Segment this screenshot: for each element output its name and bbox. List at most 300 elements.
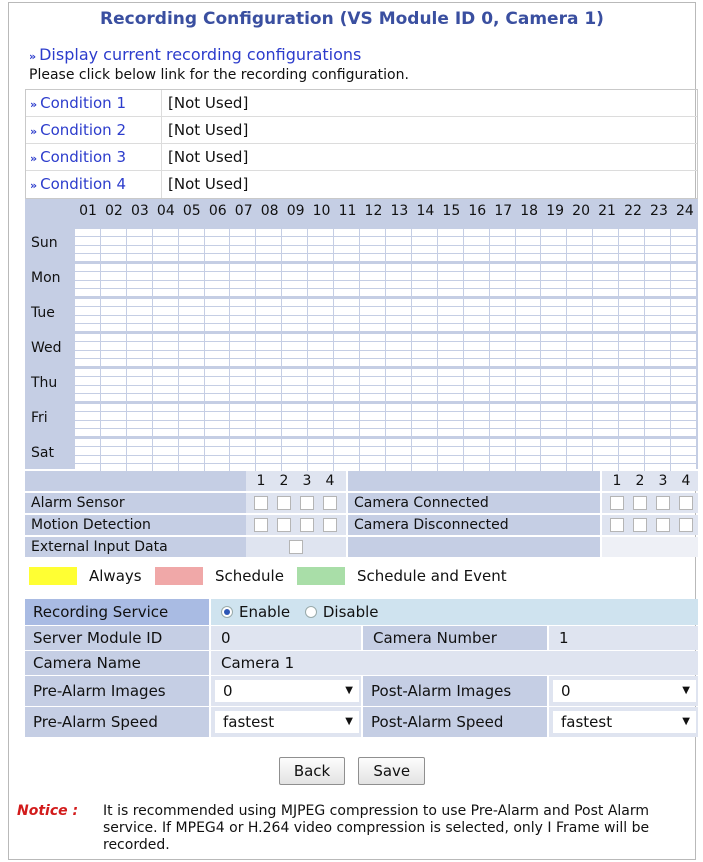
- schedule-slot[interactable]: [412, 456, 437, 463]
- schedule-slot[interactable]: [101, 342, 126, 349]
- pre-alarm-images-select[interactable]: [215, 680, 359, 702]
- schedule-slot[interactable]: [516, 229, 541, 236]
- schedule-slot[interactable]: [438, 334, 463, 341]
- schedule-slot[interactable]: [593, 464, 618, 471]
- schedule-slot[interactable]: [438, 439, 463, 446]
- schedule-slot[interactable]: [645, 464, 670, 471]
- schedule-slot[interactable]: [205, 359, 230, 366]
- schedule-slot[interactable]: [256, 394, 281, 401]
- condition-4-link[interactable]: [26, 171, 162, 198]
- schedule-slot[interactable]: [386, 369, 411, 376]
- schedule-slot[interactable]: [256, 439, 281, 446]
- schedule-slot[interactable]: [516, 369, 541, 376]
- schedule-slot[interactable]: [671, 289, 696, 296]
- trigger-checkbox[interactable]: [323, 496, 337, 510]
- schedule-slot[interactable]: [230, 464, 255, 471]
- schedule-slot[interactable]: [179, 246, 204, 253]
- schedule-slot[interactable]: [153, 394, 178, 401]
- schedule-slot[interactable]: [386, 351, 411, 358]
- schedule-slot[interactable]: [308, 342, 333, 349]
- schedule-slot[interactable]: [360, 229, 385, 236]
- schedule-slot[interactable]: [490, 359, 515, 366]
- schedule-slot[interactable]: [360, 299, 385, 306]
- schedule-slot[interactable]: [101, 404, 126, 411]
- schedule-slot[interactable]: [412, 377, 437, 384]
- schedule-slot[interactable]: [438, 324, 463, 331]
- schedule-slot[interactable]: [282, 272, 307, 279]
- schedule-slot[interactable]: [619, 447, 644, 454]
- schedule-slot[interactable]: [308, 316, 333, 323]
- schedule-slot[interactable]: [490, 281, 515, 288]
- schedule-slot[interactable]: [516, 342, 541, 349]
- schedule-slot[interactable]: [153, 421, 178, 428]
- schedule-slot[interactable]: [412, 229, 437, 236]
- schedule-slot[interactable]: [101, 316, 126, 323]
- schedule-slot[interactable]: [541, 272, 566, 279]
- schedule-slot[interactable]: [619, 281, 644, 288]
- schedule-slot[interactable]: [282, 447, 307, 454]
- schedule-slot[interactable]: [179, 342, 204, 349]
- schedule-slot[interactable]: [541, 229, 566, 236]
- schedule-slot[interactable]: [464, 264, 489, 271]
- schedule-slot[interactable]: [360, 456, 385, 463]
- schedule-slot[interactable]: [567, 359, 592, 366]
- schedule-slot[interactable]: [464, 394, 489, 401]
- schedule-slot[interactable]: [438, 394, 463, 401]
- schedule-slot[interactable]: [671, 359, 696, 366]
- schedule-slot[interactable]: [567, 386, 592, 393]
- schedule-slot[interactable]: [619, 272, 644, 279]
- schedule-slot[interactable]: [256, 334, 281, 341]
- schedule-slot[interactable]: [593, 324, 618, 331]
- enable-radio-option[interactable]: [221, 603, 290, 621]
- schedule-slot[interactable]: [256, 386, 281, 393]
- schedule-slot[interactable]: [256, 264, 281, 271]
- schedule-slot[interactable]: [334, 369, 359, 376]
- schedule-slot[interactable]: [386, 254, 411, 261]
- schedule-slot[interactable]: [386, 264, 411, 271]
- schedule-slot[interactable]: [360, 386, 385, 393]
- schedule-slot[interactable]: [205, 316, 230, 323]
- schedule-slot[interactable]: [645, 394, 670, 401]
- schedule-slot[interactable]: [386, 237, 411, 244]
- schedule-slot[interactable]: [464, 237, 489, 244]
- schedule-slot[interactable]: [308, 394, 333, 401]
- schedule-slot[interactable]: [671, 254, 696, 261]
- schedule-slot[interactable]: [101, 394, 126, 401]
- schedule-slot[interactable]: [75, 439, 100, 446]
- schedule-slot[interactable]: [619, 464, 644, 471]
- condition-2-link[interactable]: [26, 117, 162, 143]
- schedule-slot[interactable]: [671, 264, 696, 271]
- schedule-slot[interactable]: [516, 324, 541, 331]
- schedule-slot[interactable]: [360, 334, 385, 341]
- schedule-slot[interactable]: [541, 421, 566, 428]
- schedule-slot[interactable]: [75, 324, 100, 331]
- schedule-slot[interactable]: [412, 359, 437, 366]
- schedule-slot[interactable]: [75, 412, 100, 419]
- schedule-slot[interactable]: [671, 394, 696, 401]
- schedule-slot[interactable]: [153, 272, 178, 279]
- schedule-slot[interactable]: [256, 229, 281, 236]
- schedule-slot[interactable]: [619, 394, 644, 401]
- schedule-slot[interactable]: [179, 281, 204, 288]
- schedule-slot[interactable]: [645, 289, 670, 296]
- schedule-slot[interactable]: [282, 324, 307, 331]
- schedule-slot[interactable]: [567, 237, 592, 244]
- schedule-slot[interactable]: [360, 377, 385, 384]
- schedule-slot[interactable]: [256, 421, 281, 428]
- schedule-slot[interactable]: [334, 351, 359, 358]
- schedule-slot[interactable]: [101, 264, 126, 271]
- schedule-slot[interactable]: [567, 456, 592, 463]
- schedule-slot[interactable]: [490, 334, 515, 341]
- schedule-slot[interactable]: [567, 246, 592, 253]
- schedule-slot[interactable]: [645, 237, 670, 244]
- schedule-slot[interactable]: [386, 386, 411, 393]
- schedule-slot[interactable]: [179, 237, 204, 244]
- schedule-slot[interactable]: [334, 342, 359, 349]
- schedule-slot[interactable]: [464, 342, 489, 349]
- schedule-slot[interactable]: [256, 272, 281, 279]
- schedule-slot[interactable]: [127, 342, 152, 349]
- schedule-slot[interactable]: [490, 447, 515, 454]
- schedule-slot[interactable]: [230, 237, 255, 244]
- schedule-slot[interactable]: [645, 264, 670, 271]
- schedule-slot[interactable]: [567, 264, 592, 271]
- schedule-slot[interactable]: [671, 369, 696, 376]
- schedule-slot[interactable]: [386, 421, 411, 428]
- schedule-slot[interactable]: [412, 264, 437, 271]
- schedule-slot[interactable]: [438, 289, 463, 296]
- schedule-slot[interactable]: [593, 447, 618, 454]
- schedule-slot[interactable]: [490, 369, 515, 376]
- schedule-slot[interactable]: [101, 386, 126, 393]
- schedule-slot[interactable]: [464, 316, 489, 323]
- schedule-slot[interactable]: [127, 456, 152, 463]
- schedule-slot[interactable]: [282, 412, 307, 419]
- schedule-slot[interactable]: [541, 386, 566, 393]
- schedule-slot[interactable]: [645, 429, 670, 436]
- schedule-slot[interactable]: [205, 254, 230, 261]
- schedule-slot[interactable]: [308, 404, 333, 411]
- schedule-slot[interactable]: [671, 307, 696, 314]
- schedule-slot[interactable]: [230, 281, 255, 288]
- schedule-slot[interactable]: [75, 386, 100, 393]
- schedule-slot[interactable]: [645, 281, 670, 288]
- schedule-slot[interactable]: [490, 307, 515, 314]
- schedule-slot[interactable]: [619, 412, 644, 419]
- schedule-slot[interactable]: [438, 272, 463, 279]
- schedule-slot[interactable]: [619, 229, 644, 236]
- schedule-slot[interactable]: [619, 254, 644, 261]
- schedule-slot[interactable]: [282, 246, 307, 253]
- schedule-slot[interactable]: [567, 342, 592, 349]
- schedule-slot[interactable]: [127, 386, 152, 393]
- schedule-slot[interactable]: [308, 447, 333, 454]
- schedule-slot[interactable]: [645, 246, 670, 253]
- schedule-slot[interactable]: [153, 456, 178, 463]
- schedule-slot[interactable]: [464, 281, 489, 288]
- schedule-slot[interactable]: [308, 264, 333, 271]
- schedule-slot[interactable]: [464, 464, 489, 471]
- schedule-slot[interactable]: [490, 324, 515, 331]
- schedule-slot[interactable]: [438, 246, 463, 253]
- schedule-slot[interactable]: [256, 359, 281, 366]
- schedule-slot[interactable]: [282, 359, 307, 366]
- schedule-slot[interactable]: [619, 299, 644, 306]
- schedule-slot[interactable]: [593, 359, 618, 366]
- schedule-slot[interactable]: [516, 264, 541, 271]
- schedule-slot[interactable]: [282, 377, 307, 384]
- schedule-slot[interactable]: [75, 307, 100, 314]
- schedule-slot[interactable]: [386, 394, 411, 401]
- schedule-slot[interactable]: [153, 359, 178, 366]
- schedule-slot[interactable]: [619, 456, 644, 463]
- schedule-slot[interactable]: [464, 359, 489, 366]
- pre-alarm-speed-select[interactable]: [215, 711, 359, 733]
- schedule-slot[interactable]: [153, 369, 178, 376]
- schedule-slot[interactable]: [386, 342, 411, 349]
- schedule-slot[interactable]: [645, 404, 670, 411]
- schedule-slot[interactable]: [541, 404, 566, 411]
- schedule-slot[interactable]: [334, 237, 359, 244]
- schedule-slot[interactable]: [334, 316, 359, 323]
- schedule-slot[interactable]: [567, 334, 592, 341]
- schedule-slot[interactable]: [101, 412, 126, 419]
- schedule-slot[interactable]: [179, 299, 204, 306]
- schedule-slot[interactable]: [464, 386, 489, 393]
- schedule-slot[interactable]: [230, 254, 255, 261]
- schedule-slot[interactable]: [205, 439, 230, 446]
- schedule-slot[interactable]: [153, 237, 178, 244]
- schedule-slot[interactable]: [360, 237, 385, 244]
- schedule-slot[interactable]: [101, 334, 126, 341]
- schedule-slot[interactable]: [75, 272, 100, 279]
- schedule-slot[interactable]: [127, 394, 152, 401]
- schedule-slot[interactable]: [412, 404, 437, 411]
- schedule-slot[interactable]: [360, 316, 385, 323]
- schedule-slot[interactable]: [386, 377, 411, 384]
- schedule-slot[interactable]: [412, 429, 437, 436]
- schedule-slot[interactable]: [645, 447, 670, 454]
- schedule-slot[interactable]: [490, 439, 515, 446]
- schedule-slot[interactable]: [230, 456, 255, 463]
- schedule-slot[interactable]: [438, 404, 463, 411]
- schedule-slot[interactable]: [256, 316, 281, 323]
- schedule-slot[interactable]: [541, 307, 566, 314]
- schedule-slot[interactable]: [127, 412, 152, 419]
- schedule-slot[interactable]: [593, 394, 618, 401]
- schedule-slot[interactable]: [567, 289, 592, 296]
- schedule-slot[interactable]: [153, 254, 178, 261]
- schedule-slot[interactable]: [127, 246, 152, 253]
- schedule-slot[interactable]: [230, 404, 255, 411]
- schedule-slot[interactable]: [75, 394, 100, 401]
- schedule-slot[interactable]: [205, 324, 230, 331]
- schedule-slot[interactable]: [516, 377, 541, 384]
- schedule-slot[interactable]: [671, 421, 696, 428]
- schedule-slot[interactable]: [619, 334, 644, 341]
- schedule-slot[interactable]: [282, 299, 307, 306]
- schedule-slot[interactable]: [464, 421, 489, 428]
- schedule-slot[interactable]: [567, 254, 592, 261]
- save-button[interactable]: Save: [358, 757, 425, 785]
- schedule-slot[interactable]: [230, 447, 255, 454]
- schedule-slot[interactable]: [153, 377, 178, 384]
- schedule-slot[interactable]: [645, 324, 670, 331]
- schedule-slot[interactable]: [153, 351, 178, 358]
- schedule-slot[interactable]: [256, 281, 281, 288]
- schedule-slot[interactable]: [386, 307, 411, 314]
- schedule-slot[interactable]: [567, 447, 592, 454]
- schedule-slot[interactable]: [153, 246, 178, 253]
- schedule-slot[interactable]: [101, 421, 126, 428]
- schedule-slot[interactable]: [438, 456, 463, 463]
- schedule-slot[interactable]: [490, 246, 515, 253]
- schedule-slot[interactable]: [516, 254, 541, 261]
- schedule-slot[interactable]: [438, 254, 463, 261]
- schedule-slot[interactable]: [75, 359, 100, 366]
- schedule-slot[interactable]: [386, 334, 411, 341]
- schedule-slot[interactable]: [593, 254, 618, 261]
- schedule-slot[interactable]: [205, 377, 230, 384]
- schedule-slot[interactable]: [412, 316, 437, 323]
- schedule-slot[interactable]: [386, 289, 411, 296]
- schedule-slot[interactable]: [412, 439, 437, 446]
- schedule-slot[interactable]: [464, 404, 489, 411]
- schedule-slot[interactable]: [412, 447, 437, 454]
- trigger-checkbox[interactable]: [633, 496, 647, 510]
- schedule-slot[interactable]: [438, 264, 463, 271]
- schedule-slot[interactable]: [101, 324, 126, 331]
- schedule-slot[interactable]: [334, 299, 359, 306]
- schedule-slot[interactable]: [645, 229, 670, 236]
- schedule-slot[interactable]: [593, 264, 618, 271]
- schedule-slot[interactable]: [541, 342, 566, 349]
- schedule-slot[interactable]: [438, 307, 463, 314]
- schedule-slot[interactable]: [205, 369, 230, 376]
- schedule-slot[interactable]: [516, 421, 541, 428]
- schedule-slot[interactable]: [541, 394, 566, 401]
- schedule-slot[interactable]: [541, 324, 566, 331]
- schedule-slot[interactable]: [256, 254, 281, 261]
- schedule-slot[interactable]: [671, 429, 696, 436]
- schedule-slot[interactable]: [256, 324, 281, 331]
- schedule-slot[interactable]: [619, 351, 644, 358]
- schedule-slot[interactable]: [438, 377, 463, 384]
- schedule-slot[interactable]: [360, 369, 385, 376]
- schedule-slot[interactable]: [360, 254, 385, 261]
- schedule-slot[interactable]: [464, 351, 489, 358]
- post-alarm-images-select[interactable]: [553, 680, 696, 702]
- schedule-slot[interactable]: [334, 394, 359, 401]
- schedule-slot[interactable]: [179, 307, 204, 314]
- schedule-slot[interactable]: [230, 246, 255, 253]
- schedule-slot[interactable]: [101, 289, 126, 296]
- trigger-checkbox[interactable]: [254, 496, 268, 510]
- schedule-slot[interactable]: [75, 246, 100, 253]
- schedule-slot[interactable]: [671, 334, 696, 341]
- schedule-slot[interactable]: [516, 246, 541, 253]
- schedule-slot[interactable]: [75, 342, 100, 349]
- schedule-slot[interactable]: [593, 289, 618, 296]
- schedule-slot[interactable]: [153, 307, 178, 314]
- schedule-slot[interactable]: [386, 299, 411, 306]
- schedule-slot[interactable]: [360, 246, 385, 253]
- schedule-slot[interactable]: [541, 351, 566, 358]
- schedule-slot[interactable]: [179, 377, 204, 384]
- schedule-slot[interactable]: [567, 369, 592, 376]
- schedule-slot[interactable]: [490, 456, 515, 463]
- schedule-slot[interactable]: [619, 421, 644, 428]
- schedule-slot[interactable]: [205, 237, 230, 244]
- schedule-slot[interactable]: [360, 324, 385, 331]
- schedule-slot[interactable]: [334, 377, 359, 384]
- schedule-slot[interactable]: [205, 342, 230, 349]
- schedule-slot[interactable]: [334, 264, 359, 271]
- schedule-slot[interactable]: [256, 307, 281, 314]
- schedule-slot[interactable]: [334, 246, 359, 253]
- schedule-slot[interactable]: [438, 342, 463, 349]
- schedule-slot[interactable]: [541, 299, 566, 306]
- trigger-checkbox[interactable]: [254, 518, 268, 532]
- trigger-checkbox[interactable]: [610, 496, 624, 510]
- schedule-slot[interactable]: [101, 369, 126, 376]
- schedule-slot[interactable]: [334, 334, 359, 341]
- schedule-slot[interactable]: [334, 359, 359, 366]
- schedule-slot[interactable]: [101, 246, 126, 253]
- trigger-checkbox[interactable]: [656, 518, 670, 532]
- schedule-slot[interactable]: [230, 421, 255, 428]
- schedule-slot[interactable]: [593, 246, 618, 253]
- schedule-slot[interactable]: [464, 254, 489, 261]
- schedule-slot[interactable]: [308, 334, 333, 341]
- schedule-slot[interactable]: [645, 299, 670, 306]
- schedule-slot[interactable]: [308, 307, 333, 314]
- schedule-slot[interactable]: [386, 359, 411, 366]
- schedule-slot[interactable]: [412, 254, 437, 261]
- schedule-slot[interactable]: [101, 299, 126, 306]
- schedule-slot[interactable]: [179, 369, 204, 376]
- schedule-slot[interactable]: [360, 412, 385, 419]
- schedule-slot[interactable]: [153, 299, 178, 306]
- schedule-slot[interactable]: [593, 412, 618, 419]
- schedule-slot[interactable]: [127, 447, 152, 454]
- schedule-slot[interactable]: [671, 324, 696, 331]
- schedule-slot[interactable]: [567, 412, 592, 419]
- schedule-slot[interactable]: [205, 264, 230, 271]
- schedule-slot[interactable]: [282, 334, 307, 341]
- post-alarm-speed-select[interactable]: [553, 711, 696, 733]
- schedule-slot[interactable]: [438, 369, 463, 376]
- schedule-slot[interactable]: [75, 421, 100, 428]
- schedule-slot[interactable]: [490, 464, 515, 471]
- schedule-slot[interactable]: [256, 342, 281, 349]
- schedule-slot[interactable]: [153, 324, 178, 331]
- schedule-slot[interactable]: [308, 369, 333, 376]
- schedule-slot[interactable]: [205, 289, 230, 296]
- schedule-slot[interactable]: [464, 377, 489, 384]
- schedule-slot[interactable]: [230, 307, 255, 314]
- schedule-slot[interactable]: [541, 264, 566, 271]
- schedule-slot[interactable]: [256, 412, 281, 419]
- schedule-slot[interactable]: [153, 429, 178, 436]
- schedule-slot[interactable]: [490, 429, 515, 436]
- schedule-slot[interactable]: [308, 386, 333, 393]
- schedule-slot[interactable]: [153, 281, 178, 288]
- schedule-slot[interactable]: [671, 342, 696, 349]
